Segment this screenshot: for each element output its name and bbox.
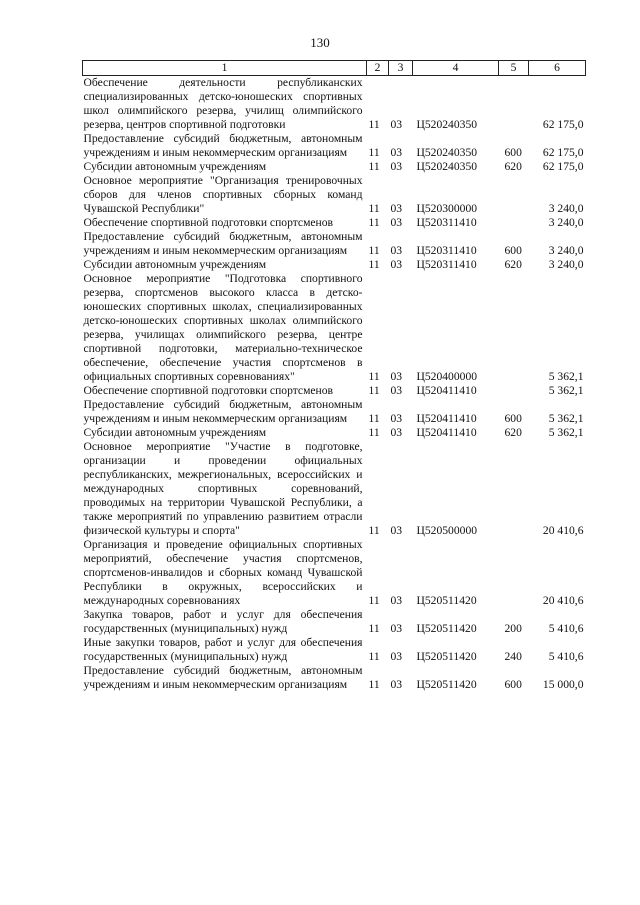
row-target-article: Ц520311410	[416, 244, 477, 257]
row-expense-type: 600	[504, 146, 522, 159]
row-target-article: Ц520300000	[416, 202, 478, 215]
row-amount: 3 240,0	[548, 258, 584, 271]
row-target-article: Ц520511420	[416, 622, 477, 635]
row-subsection: 03	[390, 216, 403, 229]
row-name: Основное мероприятие "Организация тренировочных сборов для членов спортивных сборных команд Чувашской Республики"	[83, 174, 363, 215]
row-name: Субсидии автономным учреждениям	[83, 426, 267, 439]
row-name: Субсидии автономным учреждениям	[83, 160, 267, 173]
row-section: 11	[368, 678, 380, 691]
row-amount: 62 175,0	[542, 146, 584, 159]
row-expense-type: 620	[504, 258, 522, 271]
row-section: 11	[368, 412, 380, 425]
row-expense-type	[499, 216, 529, 230]
row-name: Обеспечение спортивной подготовки спортсменов	[83, 384, 334, 397]
row-subsection: 03	[390, 412, 403, 425]
row-name: Закупка товаров, работ и услуг для обеспечения государственных (муниципальных) нужд	[83, 608, 363, 635]
table-row	[83, 174, 586, 216]
row-expense-type: 600	[504, 412, 522, 425]
row-target-article: Ц520511420	[416, 594, 477, 607]
table-row	[83, 160, 586, 174]
row-subsection: 03	[390, 160, 403, 173]
row-expense-type: 240	[504, 650, 522, 663]
row-subsection: 03	[390, 650, 403, 663]
table-row	[83, 132, 586, 160]
row-name: Основное мероприятие "Подготовка спортивного резерва, спортсменов высокого класса в детско-юношеских спортивных школах, специализированных детско-юношеских спортивных школах олимпийского резерва, училищах олимпийского резерва, центре спортивной подготовки, материально-техническое обеспечение, обеспечение участия спортсменов в официальных спортивных соревнованиях"	[83, 272, 363, 383]
row-section: 11	[368, 524, 380, 537]
row-amount: 3 240,0	[548, 216, 584, 229]
header-row	[83, 61, 586, 76]
table-row	[83, 272, 586, 384]
row-name: Предоставление субсидий бюджетным, автономным учреждениям и иным некоммерческим организациям	[83, 664, 363, 691]
row-amount: 5 410,6	[548, 650, 584, 663]
table-row	[83, 426, 586, 440]
row-section: 11	[368, 384, 380, 397]
row-name: Обеспечение деятельности республиканских специализированных детско-юношеских спортивных школ олимпийского резерва, училищ олимпийского резерва, центров спортивной подготовки	[83, 76, 363, 131]
row-amount: 5 362,1	[548, 384, 584, 397]
row-expense-type	[499, 538, 529, 608]
row-section: 11	[368, 244, 380, 257]
row-amount: 5 362,1	[548, 370, 584, 383]
row-target-article: Ц520411410	[416, 412, 477, 425]
table-row	[83, 608, 586, 636]
table-row	[83, 216, 586, 230]
table-row	[83, 636, 586, 664]
budget-table	[82, 60, 586, 692]
row-subsection: 03	[390, 524, 403, 537]
row-target-article: Ц520311410	[416, 216, 477, 229]
table-row	[83, 76, 586, 133]
table-row	[83, 398, 586, 426]
row-target-article: Ц520240350	[416, 160, 478, 173]
table-row	[83, 440, 586, 538]
row-target-article: Ц520240350	[416, 146, 478, 159]
row-section: 11	[368, 258, 380, 271]
row-target-article: Ц520400000	[416, 370, 478, 383]
row-expense-type	[499, 76, 529, 133]
header-col-section: 2	[367, 61, 389, 76]
row-expense-type: 600	[504, 678, 522, 691]
row-subsection: 03	[390, 384, 403, 397]
page-number: 130	[310, 35, 330, 50]
row-amount: 62 175,0	[542, 160, 584, 173]
row-subsection: 03	[390, 426, 403, 439]
row-expense-type: 200	[504, 622, 522, 635]
row-expense-type	[499, 440, 529, 538]
row-amount: 15 000,0	[542, 678, 584, 691]
table-row	[83, 230, 586, 258]
row-subsection: 03	[390, 594, 403, 607]
row-amount: 3 240,0	[548, 244, 584, 257]
row-amount: 5 410,6	[548, 622, 584, 635]
table-body	[83, 76, 586, 693]
header-col-name: 1	[83, 61, 367, 76]
row-amount: 5 362,1	[548, 412, 584, 425]
row-target-article: Ц520511420	[416, 650, 477, 663]
row-section: 11	[368, 622, 380, 635]
row-target-article: Ц520511420	[416, 678, 477, 691]
row-section: 11	[368, 146, 380, 159]
row-subsection: 03	[390, 678, 403, 691]
row-amount: 20 410,6	[542, 524, 584, 537]
row-section: 11	[368, 202, 380, 215]
row-target-article: Ц520500000	[416, 524, 478, 537]
row-expense-type	[499, 174, 529, 216]
row-name: Иные закупки товаров, работ и услуг для обеспечения государственных (муниципальных) нужд	[83, 636, 363, 663]
row-amount: 5 362,1	[548, 426, 584, 439]
row-section: 11	[368, 118, 380, 131]
row-target-article: Ц520240350	[416, 118, 478, 131]
row-amount: 62 175,0	[542, 118, 584, 131]
row-expense-type: 620	[504, 426, 522, 439]
row-expense-type: 600	[504, 244, 522, 257]
row-section: 11	[368, 216, 380, 229]
table-row	[83, 664, 586, 692]
header-col-subsection: 3	[389, 61, 413, 76]
row-expense-type	[499, 272, 529, 384]
table-row	[83, 384, 586, 398]
row-name: Предоставление субсидий бюджетным, автономным учреждениям и иным некоммерческим организациям	[83, 398, 363, 425]
row-section: 11	[368, 594, 380, 607]
row-section: 11	[368, 370, 380, 383]
header-col-target-article: 4	[413, 61, 499, 76]
row-name: Основное мероприятие "Участие в подготовке, организации и проведении официальных республиканских, межрегиональных, всероссийских и международных спортивных соревнований, проводимых на территории Чувашской Республики, а также мероприятий по управлению развитием отрасли физической культуры и спорта"	[83, 440, 363, 537]
row-target-article: Ц520411410	[416, 426, 477, 439]
table-row	[83, 258, 586, 272]
row-subsection: 03	[390, 370, 403, 383]
row-subsection: 03	[390, 622, 403, 635]
row-amount: 3 240,0	[548, 202, 584, 215]
row-subsection: 03	[390, 258, 403, 271]
row-section: 11	[368, 426, 380, 439]
table-row	[83, 538, 586, 608]
row-name: Предоставление субсидий бюджетным, автономным учреждениям и иным некоммерческим организациям	[83, 230, 363, 257]
row-subsection: 03	[390, 146, 403, 159]
row-target-article: Ц520311410	[416, 258, 477, 271]
row-subsection: 03	[390, 244, 403, 257]
row-name: Субсидии автономным учреждениям	[83, 258, 267, 271]
row-target-article: Ц520411410	[416, 384, 477, 397]
row-amount: 20 410,6	[542, 594, 584, 607]
row-name: Предоставление субсидий бюджетным, автономным учреждениям и иным некоммерческим организациям	[83, 132, 363, 159]
header-col-expense-type: 5	[499, 61, 529, 76]
header-col-amount: 6	[529, 61, 586, 76]
row-expense-type: 620	[504, 160, 522, 173]
row-expense-type	[499, 384, 529, 398]
row-subsection: 03	[390, 202, 403, 215]
row-section: 11	[368, 160, 380, 173]
row-name: Обеспечение спортивной подготовки спортсменов	[83, 216, 334, 229]
row-section: 11	[368, 650, 380, 663]
row-subsection: 03	[390, 118, 403, 131]
row-name: Организация и проведение официальных спортивных мероприятий, обеспечение участия спортсменов, спортсменов-инвалидов и сборных команд Чувашской Республики в окружных, всероссийских и международных соревнованиях	[83, 538, 363, 607]
